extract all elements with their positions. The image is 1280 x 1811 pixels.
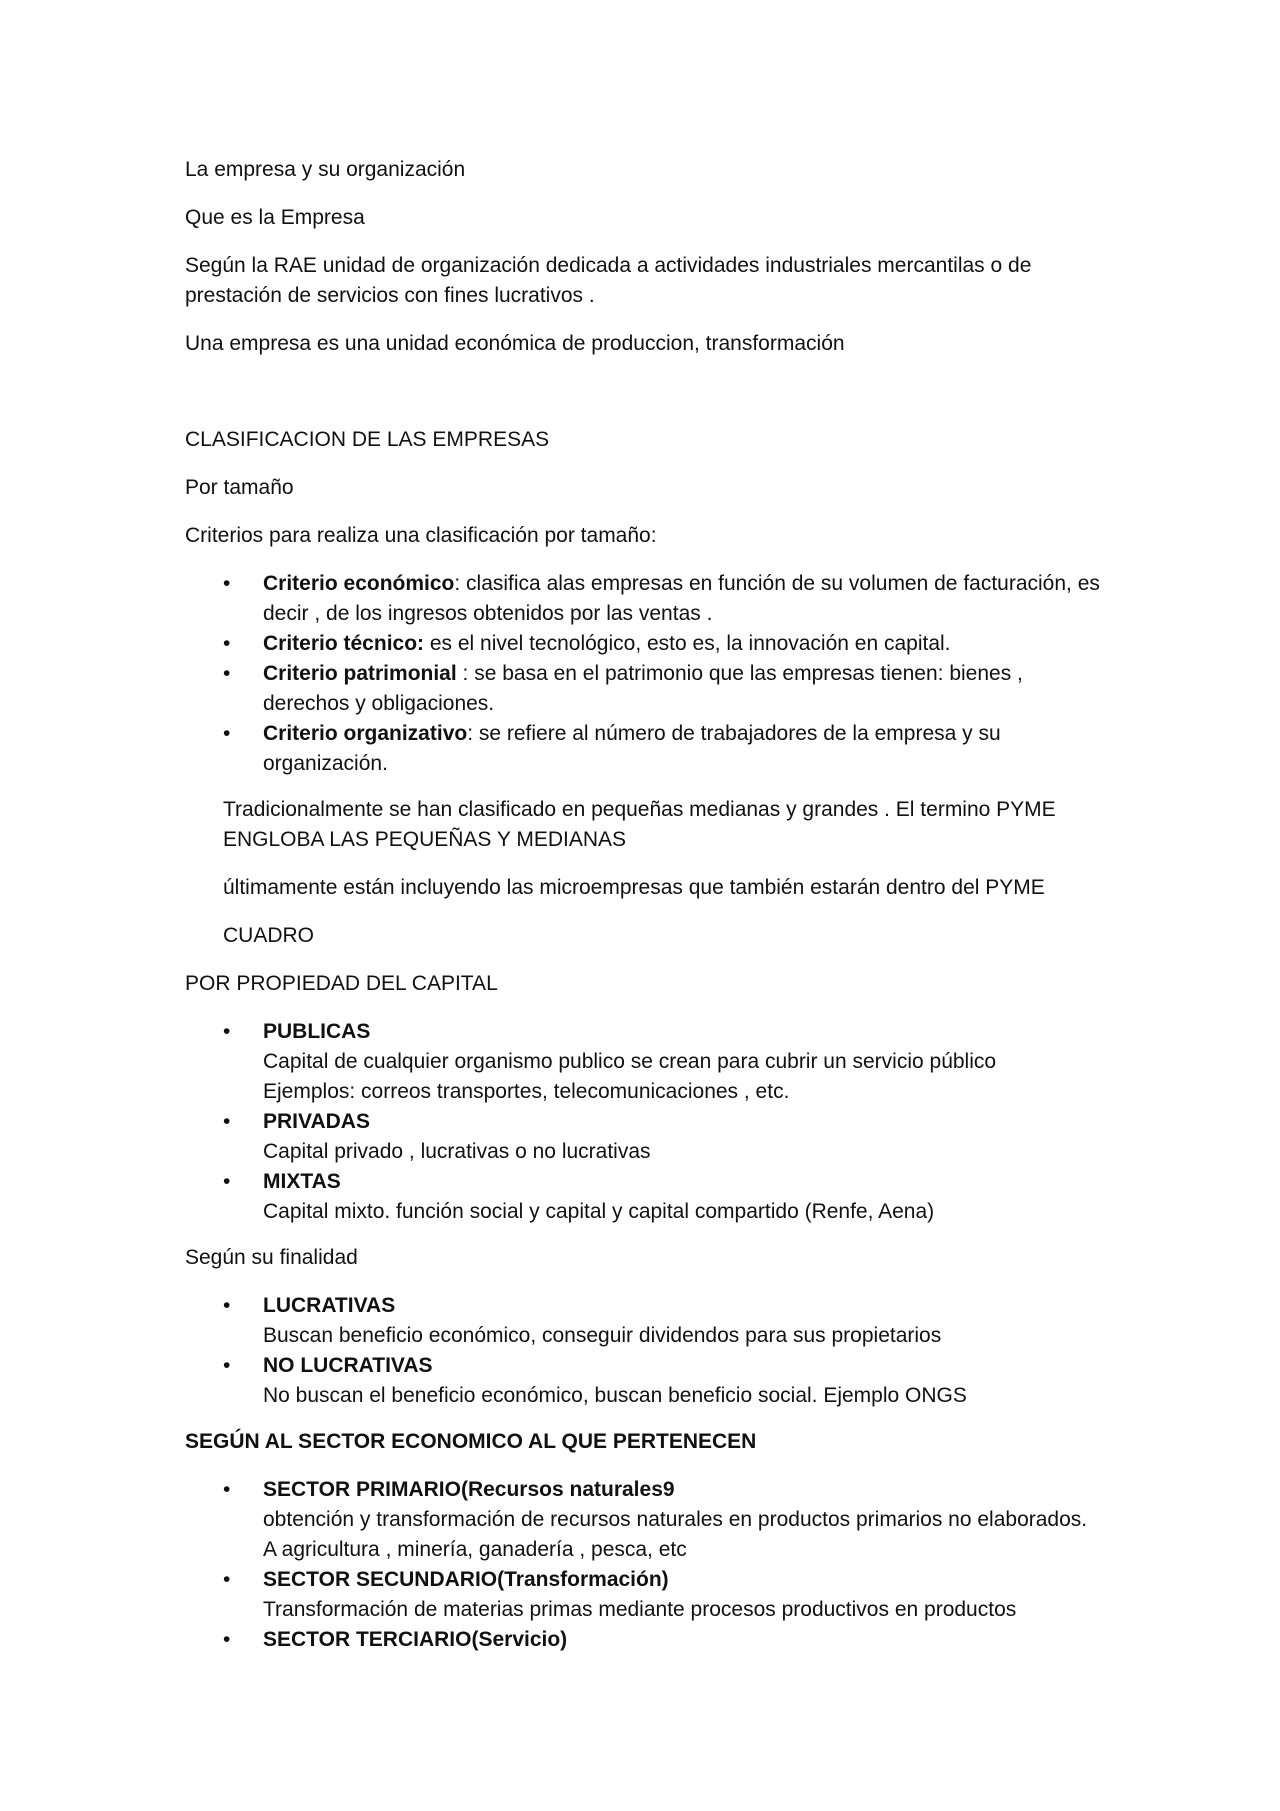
capital-heading: POR PROPIEDAD DEL CAPITAL <box>185 972 498 995</box>
bullet-icon: • <box>223 572 231 595</box>
criterion-text: : se basa en el patrimonio que las empresas tienen: bienes , derechos y obligaciones. <box>263 662 1023 715</box>
bullet-icon: • <box>223 1110 231 1133</box>
item-term: PRIVADAS <box>263 1110 370 1133</box>
item-line: Buscan beneficio económico, conseguir dividendos para sus propietarios <box>263 1324 942 1347</box>
list-item <box>223 1017 1100 1107</box>
item-line: Capital de cualquier organismo publico se crean para cubrir un servicio público <box>263 1050 997 1073</box>
item-line: obtención y transformación de recursos naturales en productos primarios no elaborados. A agricultura , minería, ganadería , pesca, etc <box>263 1508 1088 1561</box>
item-line: Transformación de materias primas mediante procesos productivos en productos <box>263 1598 1017 1621</box>
sector-list <box>185 1475 1100 1655</box>
size-intro: Criterios para realiza una clasificación por tamaño: <box>185 524 657 547</box>
list-item <box>223 1167 1100 1227</box>
list-item <box>223 1107 1100 1167</box>
item-term: SECTOR SECUNDARIO(Transformación) <box>263 1568 669 1591</box>
bullet-icon: • <box>223 1354 231 1377</box>
bullet-icon: • <box>223 1170 231 1193</box>
item-term: LUCRATIVAS <box>263 1294 396 1317</box>
bullet-icon: • <box>223 1628 231 1651</box>
item-term: SECTOR TERCIARIO(Servicio) <box>263 1628 568 1651</box>
unit-definition: Una empresa es una unidad económica de produccion, transformación <box>185 332 845 355</box>
question-heading: Que es la Empresa <box>185 206 365 229</box>
classification-heading: CLASIFICACION DE LAS EMPRESAS <box>185 428 550 451</box>
item-line: No buscan el beneficio económico, buscan beneficio social. Ejemplo ONGS <box>263 1384 967 1407</box>
size-heading: Por tamaño <box>185 476 294 499</box>
bullet-icon: • <box>223 1294 231 1317</box>
list-item <box>223 1625 1100 1655</box>
bullet-icon: • <box>223 662 231 685</box>
criterion-term: Criterio organizativo <box>263 722 468 745</box>
list-item <box>223 1475 1100 1565</box>
item-term: SECTOR PRIMARIO(Recursos naturales9 <box>263 1478 675 1501</box>
capital-list <box>185 1017 1100 1227</box>
list-item <box>223 629 1100 659</box>
bullet-icon: • <box>223 1568 231 1591</box>
list-item <box>223 719 1100 779</box>
list-item <box>223 569 1100 629</box>
purpose-list <box>185 1291 1100 1411</box>
criteria-list <box>185 569 1100 779</box>
bullet-icon: • <box>223 722 231 745</box>
document-title: La empresa y su organización <box>185 158 466 181</box>
criterion-term: Criterio técnico: <box>263 632 425 655</box>
purpose-heading: Según su finalidad <box>185 1246 358 1269</box>
list-item <box>223 659 1100 719</box>
criterion-text: : clasifica alas empresas en función de su volumen de facturación, es decir , de los ingresos obtenidos por las ventas . <box>263 572 1100 625</box>
list-item <box>223 1291 1100 1351</box>
item-term: PUBLICAS <box>263 1020 371 1043</box>
criterion-text: : se refiere al número de trabajadores de la empresa y su organización. <box>263 722 1001 775</box>
list-item <box>223 1565 1100 1625</box>
list-item <box>223 1351 1100 1411</box>
item-line: Ejemplos: correos transportes, telecomunicaciones , etc. <box>263 1080 790 1103</box>
rae-definition: Según la RAE unidad de organización dedicada a actividades industriales mercantilas o de prestación de servicios con fines lucrativos . <box>185 254 1032 307</box>
item-line: Capital privado , lucrativas o no lucrativas <box>263 1140 651 1163</box>
bullet-icon: • <box>223 1020 231 1043</box>
criterion-term: Criterio económico <box>263 572 455 595</box>
size-note: Tradicionalmente se han clasificado en pequeñas medianas y grandes . El termino PYME ENGLOBA LAS PEQUEÑAS Y MEDIANAS <box>223 798 1056 851</box>
item-term: MIXTAS <box>263 1170 341 1193</box>
item-line: Capital mixto. función social y capital y capital compartido (Renfe, Aena) <box>263 1200 935 1223</box>
criterion-text: es el nivel tecnológico, esto es, la innovación en capital. <box>424 632 951 655</box>
spacer <box>185 377 1100 425</box>
sector-heading: SEGÚN AL SECTOR ECONOMICO AL QUE PERTENECEN <box>185 1430 757 1453</box>
bullet-icon: • <box>223 632 231 655</box>
table-placeholder: CUADRO <box>223 924 315 947</box>
size-note: últimamente están incluyendo las microempresas que también estarán dentro del PYME <box>223 876 1045 899</box>
criterion-term: Criterio patrimonial <box>263 662 457 685</box>
item-term: NO LUCRATIVAS <box>263 1354 433 1377</box>
bullet-icon: • <box>223 1478 231 1501</box>
